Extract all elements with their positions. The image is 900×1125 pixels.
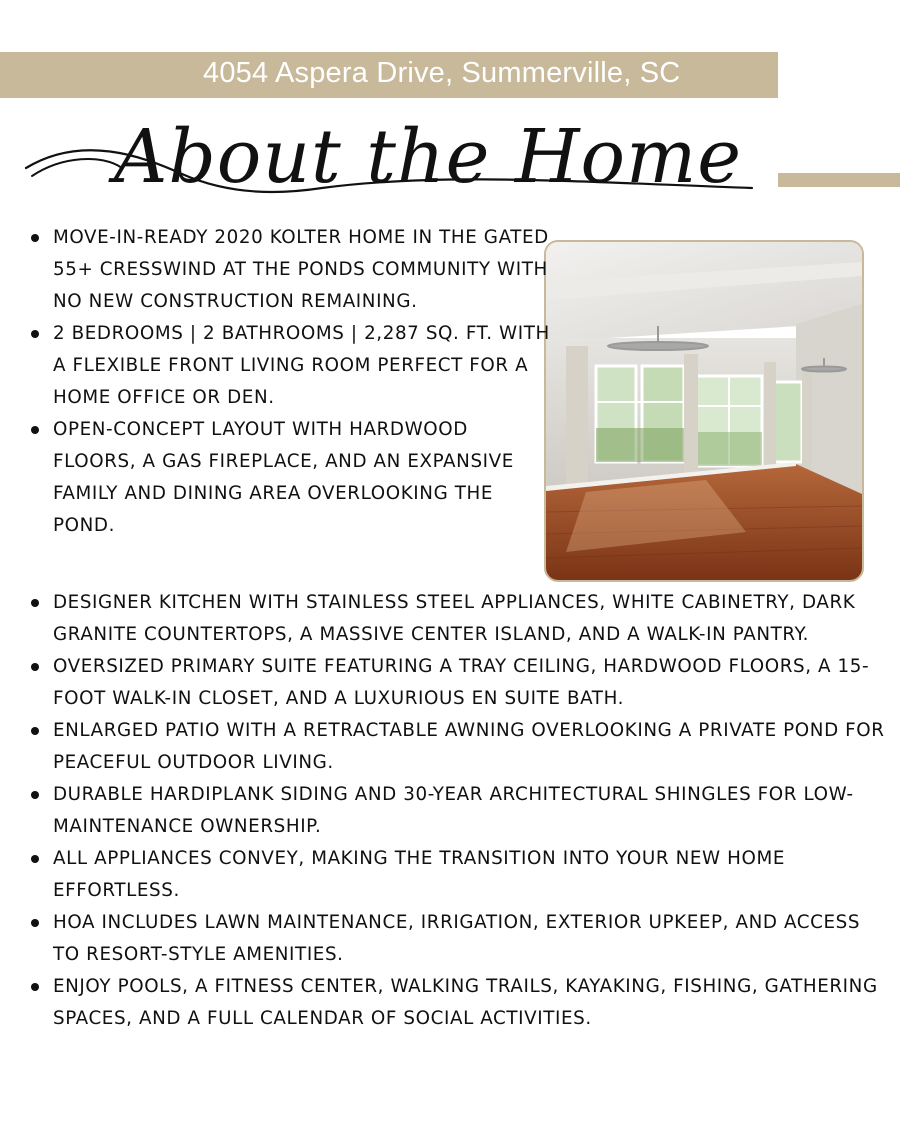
accent-rule [778,173,900,187]
list-item [30,318,550,414]
feature-text: ENJOY POOLS, A FITNESS CENTER, WALKING TRAILS, KAYAKING, FISHING, GATHERING SPACES, AND A FULL CALENDAR OF SOCIAL ACTIVITIES. [53,976,878,1029]
feature-text: OPEN-CONCEPT LAYOUT WITH HARDWOOD FLOORS, A GAS FIREPLACE, AND AN EXPANSIVE FAMILY AND DINING AREA OVERLOOKING THE POND. [53,419,514,536]
list-item [30,587,890,651]
bullet-icon [31,727,39,735]
feature-text: 2 BEDROOMS | 2 BATHROOMS | 2,287 SQ. FT. WITH A FLEXIBLE FRONT LIVING ROOM PERFECT FOR A HOME OFFICE OR DEN. [53,323,550,408]
list-item [30,651,890,715]
property-address: 4054 Aspera Drive, Summerville, SC [203,57,681,89]
list-item [30,907,890,971]
feature-text: MOVE-IN-READY 2020 KOLTER HOME IN THE GATED 55+ CRESSWIND AT THE PONDS COMMUNITY WITH NO NEW CONSTRUCTION REMAINING. [53,227,549,312]
bullet-icon [31,330,39,338]
list-item [30,779,890,843]
feature-text: DESIGNER KITCHEN WITH STAINLESS STEEL APPLIANCES, WHITE CABINETRY, DARK GRANITE COUNTERTOPS, A MASSIVE CENTER ISLAND, AND A WALK-IN PANTRY. [53,592,856,645]
living-room-photo [544,240,864,582]
bullet-icon [31,983,39,991]
bullet-icon [31,919,39,927]
bullet-icon [31,855,39,863]
script-heading-text: About the Home [114,114,743,200]
bullet-icon [31,791,39,799]
bullet-icon [31,663,39,671]
feature-list-bottom [30,587,890,1035]
list-item [30,222,550,318]
feature-text: ENLARGED PATIO WITH A RETRACTABLE AWNING OVERLOOKING A PRIVATE POND FOR PEACEFUL OUTDOOR LIVING. [53,720,885,773]
bullet-icon [31,599,39,607]
script-heading [22,104,782,210]
list-item [30,843,890,907]
feature-text: HOA INCLUDES LAWN MAINTENANCE, IRRIGATION, EXTERIOR UPKEEP, AND ACCESS TO RESORT-STYLE AMENITIES. [53,912,861,965]
feature-text: ALL APPLIANCES CONVEY, MAKING THE TRANSITION INTO YOUR NEW HOME EFFORTLESS. [53,848,785,901]
list-item [30,414,550,542]
bullet-icon [31,234,39,242]
list-item [30,971,890,1035]
list-item [30,715,890,779]
bullet-icon [31,426,39,434]
feature-list-top [30,222,550,542]
feature-text: OVERSIZED PRIMARY SUITE FEATURING A TRAY CEILING, HARDWOOD FLOORS, A 15-FOOT WALK-IN CLOSET, AND A LUXURIOUS EN SUITE BATH. [53,656,870,709]
feature-text: DURABLE HARDIPLANK SIDING AND 30-YEAR ARCHITECTURAL SHINGLES FOR LOW-MAINTENANCE OWNERSHIP. [53,784,854,837]
